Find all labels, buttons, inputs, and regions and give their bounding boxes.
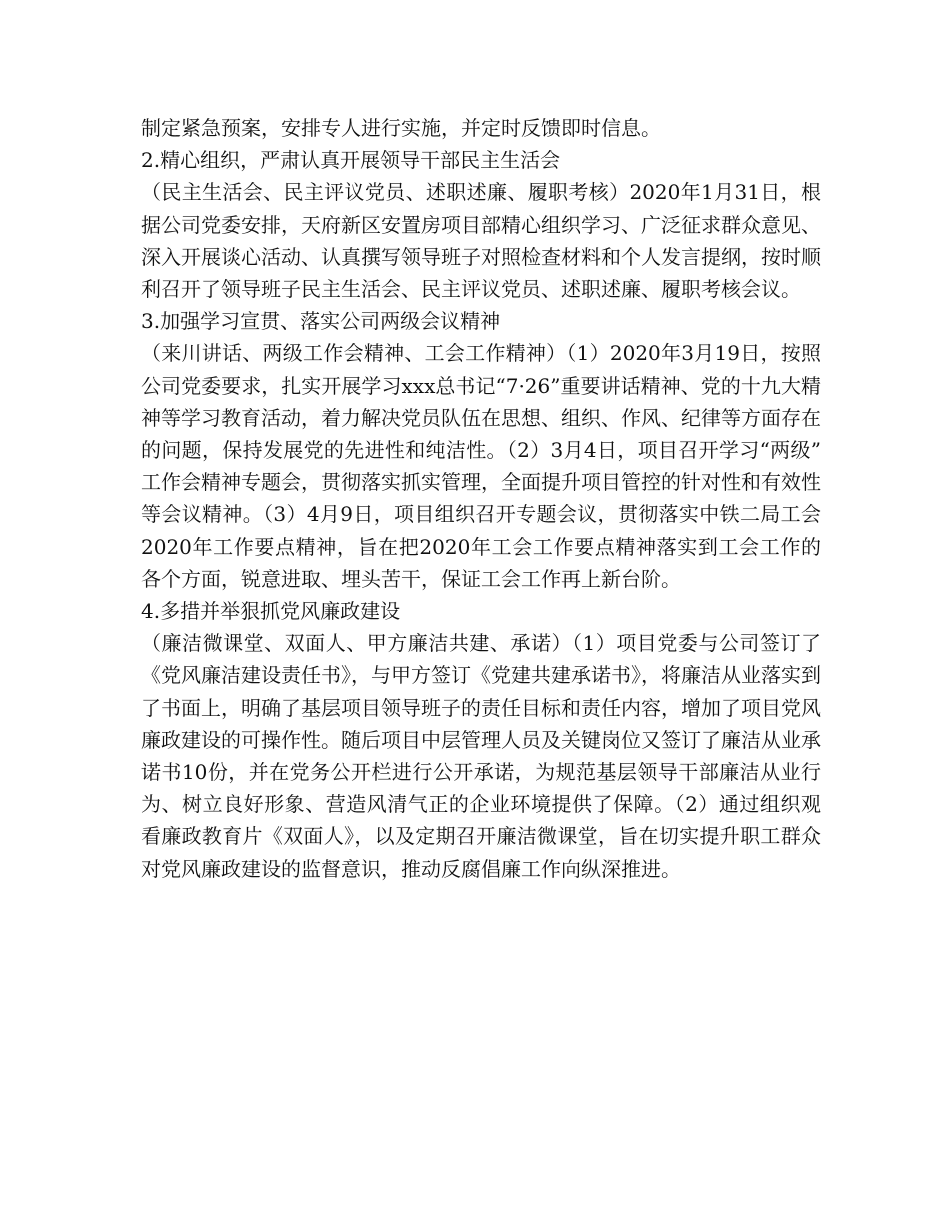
section-body-2: （民主生活会、民主评议党员、述职述廉、履职考核）2020年1月31日，根据公司党委安排，天府新区安置房项目部精心组织学习、广泛征求群众意见、深入开展谈心活动、认真撰写领导班子对照检查材料和个人发言提纲，按时顺利召开了领导班子民主生活会、民主评议党员、述职述廉、履职考核会议。 bbox=[141, 180, 821, 302]
section-heading-2: 2.精心组织，严肃认真开展领导干部民主生活会 bbox=[141, 148, 561, 173]
section-body-4: （廉洁微课堂、双面人、甲方廉洁共建、承诺）（1）项目党委与公司签订了《党风廉洁建设责任书》，与甲方签订《党建共建承诺书》，将廉洁从业落实到了书面上，明确了基层项目领导班子的责任目标和责任内容，增加了项目党风廉政建设的可操作性。随后项目中层管理人员及关键岗位又签订了廉洁从业承诺书10份，并在党务公开栏进行公开承诺，为规范基层领导干部廉洁从业行为、树立良好形象、营造风清气正的企业环境提供了保障。（2）通过组织观看廉政教育片《双面人》，以及定期召开廉洁微课堂，旨在切实提升职工群众对党风廉政建设的监督意识，推动反腐倡廉工作向纵深推进。 bbox=[141, 631, 821, 881]
intro-line: 制定紧急预案，安排专人进行实施，并定时反馈即时信息。 bbox=[141, 116, 661, 140]
section-body-3: （来川讲话、两级工作会精神、工会工作精神）（1）2020年3月19日，按照公司党委要求，扎实开展学习xxx总书记“7·26”重要讲话精神、党的十九大精神等学习教育活动，着力解决党员队伍在思想、组织、作风、纪律等方面存在的问题，保持发展党的先进性和纯洁性。（2）3月4日，项目召开学习“两级”工作会精神专题会，贯彻落实抓实管理，全面提升项目管控的针对性和有效性等会议精神。（3）4月9日，项目组织召开专题会议，贯彻落实中铁二局工会2020年工作要点精神，旨在把2020年工会工作要点精神落实到工会工作的各个方面，锐意进取、埋头苦干，保证工会工作再上新台阶。 bbox=[141, 341, 821, 591]
document-body bbox=[141, 112, 821, 885]
section-heading-3: 3.加强学习宣贯、落实公司两级会议精神 bbox=[141, 309, 501, 334]
section-heading-4: 4.多措并举狠抓党风廉政建设 bbox=[141, 599, 401, 624]
